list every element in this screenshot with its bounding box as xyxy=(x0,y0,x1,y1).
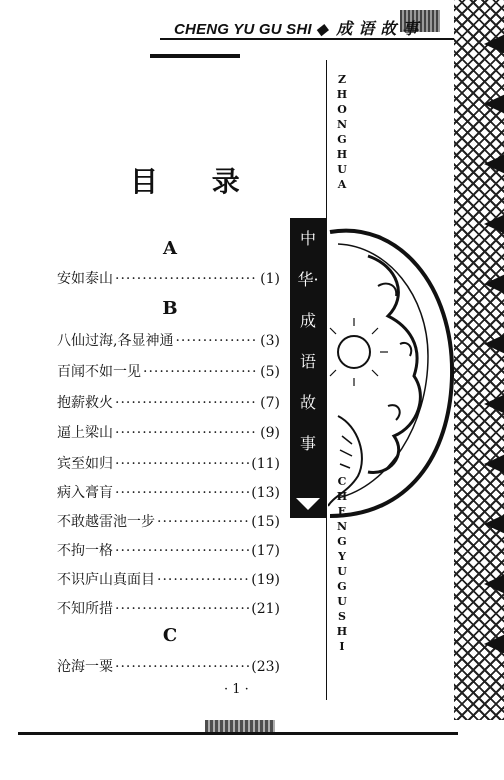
dot-leader xyxy=(115,395,258,411)
dot-leader xyxy=(175,333,258,349)
toc-entry-page: (17) xyxy=(251,543,280,559)
pennant-decoration xyxy=(454,210,504,238)
banner-char: 华· xyxy=(297,270,319,289)
pennant-decoration xyxy=(454,30,504,58)
pennant-decoration xyxy=(454,510,504,538)
dragon-phoenix-emblem xyxy=(328,226,456,522)
toc-entry-page: (11) xyxy=(251,456,280,472)
dot-leader xyxy=(115,425,258,441)
toc-entry-text: 不识庐山真面目 xyxy=(57,572,155,588)
pennant-decoration xyxy=(454,570,504,598)
toc-entry[interactable] xyxy=(57,540,280,560)
dot-leader xyxy=(115,659,249,675)
side-latin-bottom: CHENGYUGUSHI xyxy=(336,475,348,653)
dot-leader xyxy=(157,514,249,530)
toc-entry-text: 不知所措 xyxy=(57,601,113,617)
header-separator: ◆ xyxy=(316,21,328,38)
banner-char: 中 xyxy=(299,229,316,248)
dot-leader xyxy=(115,456,249,472)
dot-leader xyxy=(115,271,258,287)
pennant-decoration xyxy=(454,390,504,418)
toc-entry-page: (7) xyxy=(260,395,280,411)
toc-entry[interactable] xyxy=(57,656,280,676)
pennant-decoration xyxy=(454,330,504,358)
section-letter-c: C xyxy=(162,625,178,646)
banner-char: 成 xyxy=(299,311,316,330)
dot-leader xyxy=(115,543,249,559)
toc-entry-page: (5) xyxy=(260,364,280,380)
toc-entry-page: (19) xyxy=(251,572,280,588)
toc-entry[interactable] xyxy=(57,482,280,502)
toc-entry-page: (3) xyxy=(260,333,280,349)
toc-entry[interactable] xyxy=(57,453,280,473)
toc-entry-page: (1) xyxy=(260,271,280,287)
series-banner xyxy=(290,218,326,518)
page-number: · 1 · xyxy=(224,682,249,697)
pennant-decoration xyxy=(454,150,504,178)
toc-entry[interactable] xyxy=(57,268,280,288)
footer-rule xyxy=(18,732,458,735)
toc-entry-text: 八仙过海,各显神通 xyxy=(57,333,174,349)
header-title xyxy=(174,16,418,39)
toc-title: 目 录 xyxy=(130,165,262,198)
header-latin: CHENG YU GU SHI xyxy=(174,21,312,38)
toc-entry-page: (9) xyxy=(260,425,280,441)
side-latin-top: ZHONGHUA xyxy=(336,73,348,191)
toc-entry[interactable] xyxy=(57,392,280,412)
toc-entry[interactable] xyxy=(57,511,280,531)
banner-char: 事 xyxy=(299,434,316,453)
toc-entry[interactable] xyxy=(57,569,280,589)
pennant-decoration xyxy=(454,450,504,478)
section-letter-b: B xyxy=(162,298,178,319)
toc-entry-text: 病入膏肓 xyxy=(57,485,113,501)
pennant-decoration xyxy=(454,90,504,118)
dot-leader xyxy=(143,364,258,380)
toc-entry-page: (15) xyxy=(251,514,280,530)
banner-char: 故 xyxy=(299,393,316,412)
dot-leader xyxy=(115,485,249,501)
toc-entry-text: 百闻不如一见 xyxy=(57,364,141,380)
toc-entry-page: (13) xyxy=(251,485,280,501)
toc-entry-text: 沧海一粟 xyxy=(57,659,113,675)
header-rule xyxy=(160,38,504,40)
top-mark xyxy=(150,54,240,58)
section-letter-a: A xyxy=(163,238,177,259)
header-chinese: 成 语 故 事 xyxy=(336,19,419,38)
pennant-decoration xyxy=(454,270,504,298)
toc-entry[interactable] xyxy=(57,422,280,442)
toc-entry-text: 不拘一格 xyxy=(57,543,113,559)
toc-entry-text: 安如泰山 xyxy=(57,271,113,287)
margin-rule xyxy=(326,60,327,700)
chevron-down-icon xyxy=(296,498,320,510)
toc-entry[interactable] xyxy=(57,330,280,350)
dot-leader xyxy=(115,601,249,617)
toc-entry-page: (21) xyxy=(251,601,280,617)
toc-entry[interactable] xyxy=(57,361,280,381)
toc-entry-text: 逼上梁山 xyxy=(57,425,113,441)
toc-entry-text: 宾至如归 xyxy=(57,456,113,472)
banner-char: 语 xyxy=(299,352,316,371)
toc-entry-text: 不敢越雷池一步 xyxy=(57,514,155,530)
pennant-decoration xyxy=(454,630,504,658)
toc-entry-text: 抱薪救火 xyxy=(57,395,113,411)
toc-entry-page: (23) xyxy=(251,659,280,675)
dot-leader xyxy=(157,572,249,588)
toc-entry[interactable] xyxy=(57,598,280,618)
running-header xyxy=(160,14,504,38)
